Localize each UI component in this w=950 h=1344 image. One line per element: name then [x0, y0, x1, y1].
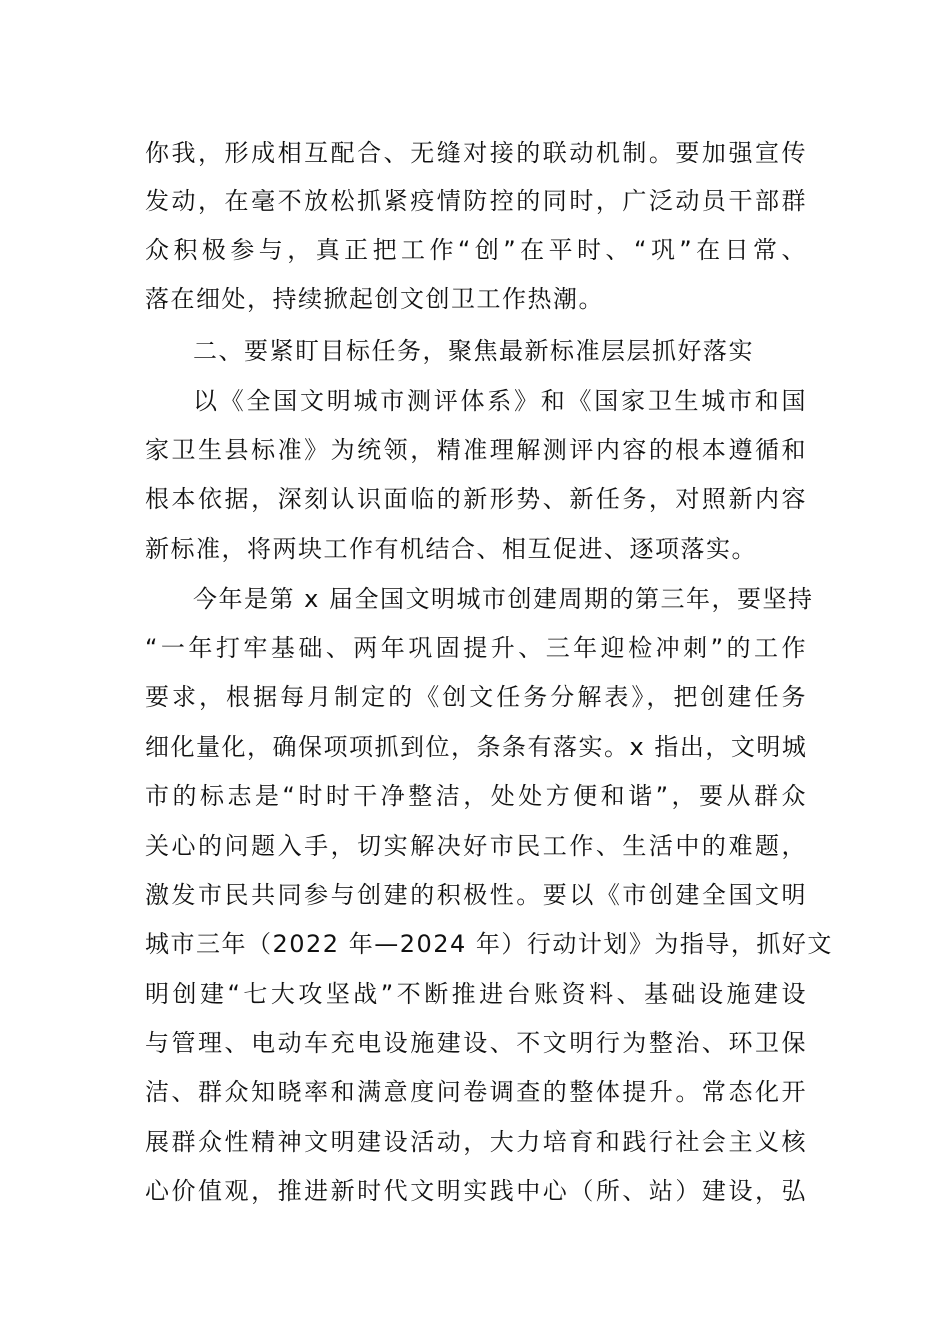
- body-text-line: 激发市民共同参与创建的积极性。要以《市创建全国文明: [145, 881, 807, 909]
- body-text-line: 落在细处，持续掀起创文创卫工作热潮。: [145, 285, 604, 313]
- body-text-line: 以《全国文明城市测评体系》和《国家卫生城市和国: [193, 387, 807, 415]
- body-text-line: 发动，在毫不放松抓紧疫情防控的同时，广泛动员干部群: [145, 187, 807, 215]
- body-text-line: 根本依据，深刻认识面临的新形势、新任务，对照新内容: [145, 485, 807, 513]
- body-text-line: 家卫生县标准》为统领，精准理解测评内容的根本遵循和: [145, 436, 807, 464]
- body-text-line: 细化量化，确保项项抓到位，条条有落实。x 指出，文明城: [145, 733, 808, 761]
- body-text-line: 关心的问题入手，切实解决好市民工作、生活中的难题，: [145, 832, 807, 860]
- body-text-line: 新标准，将两块工作有机结合、相互促进、逐项落实。: [145, 535, 757, 563]
- body-text-line: 要求，根据每月制定的《创文任务分解表》，把创建任务: [145, 683, 807, 711]
- body-text-line: 明创建“七大攻坚战”不断推进台账资料、基础设施建设: [145, 980, 807, 1008]
- body-text-line: “一年打牢基础、两年巩固提升、三年迎检冲刺”的工作: [145, 634, 807, 662]
- body-text-line: 众积极参与，真正把工作“创”在平时、“巩”在日常、: [145, 236, 807, 264]
- body-text-line: 城市三年（2022 年—2024 年）行动计划》为指导，抓好文: [145, 930, 833, 958]
- body-text-line: 今年是第 x 届全国文明城市创建周期的第三年，要坚持: [193, 585, 814, 613]
- body-text-line: 展群众性精神文明建设活动，大力培育和践行社会主义核: [145, 1128, 807, 1156]
- section-heading: 二、要紧盯目标任务，聚焦最新标准层层抓好落实: [193, 337, 754, 365]
- body-text-line: 洁、群众知晓率和满意度问卷调查的整体提升。常态化开: [145, 1078, 807, 1106]
- body-text-line: 市的标志是“时时干净整洁，处处方便和谐”，要从群众: [145, 782, 807, 810]
- body-text-line: 你我，形成相互配合、无缝对接的联动机制。要加强宣传: [145, 139, 807, 167]
- body-text-line: 心价值观，推进新时代文明实践中心（所、站）建设，弘: [145, 1177, 807, 1205]
- body-text-line: 与管理、电动车充电设施建设、不文明行为整治、环卫保: [145, 1029, 807, 1057]
